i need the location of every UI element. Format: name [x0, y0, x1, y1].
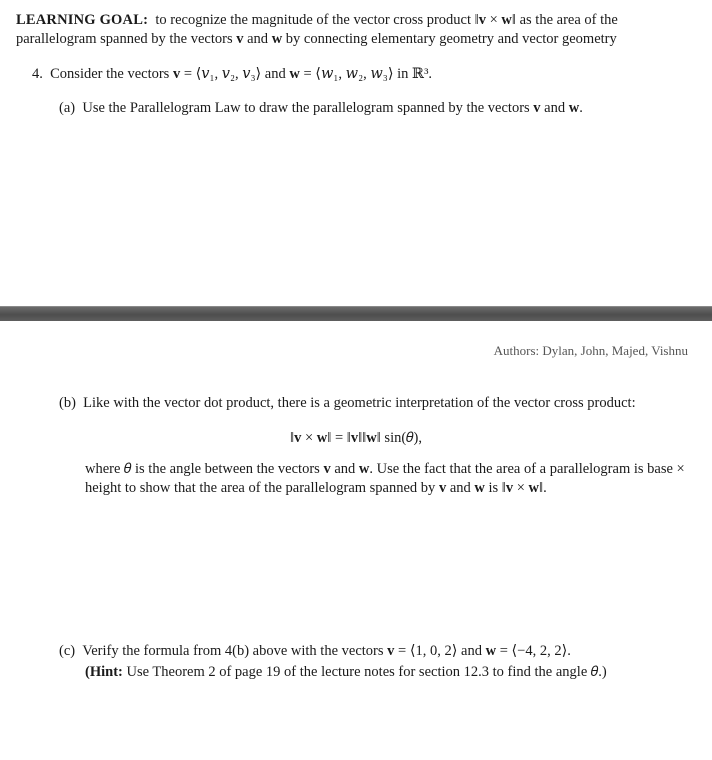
goal-vec-v2: v: [236, 31, 244, 47]
where-text-4: ‖.: [539, 480, 547, 496]
where-v3: v: [505, 480, 514, 496]
formula-times: ×: [301, 430, 317, 446]
question-4c-label: (c): [59, 643, 76, 659]
question-4-text: Consider the vectors: [50, 66, 173, 82]
qc-vec-v: v: [387, 643, 395, 659]
qc-eq-1: = ⟨1, 0, 2⟩ and: [394, 643, 486, 659]
formula-mid: ‖ = ‖: [327, 430, 351, 446]
question-4-number: 4.: [32, 66, 43, 82]
formula-w: w: [316, 430, 328, 446]
where-and2: and: [446, 480, 475, 496]
goal-vec-v: v: [478, 12, 486, 28]
formula-v2: v: [350, 430, 359, 446]
learning-goal-label: LEARNING GOAL:: [16, 12, 149, 28]
goal-text-1: to recognize the magnitude of the vector cross product ‖: [155, 12, 479, 28]
where-and: and: [330, 461, 359, 477]
page-divider: [0, 306, 712, 321]
question-4b-text: Like with the vector dot product, there is a geometric interpretation of the vector cross product:: [83, 395, 636, 411]
qa-and: and: [540, 100, 569, 116]
question-4b-label: (b): [59, 395, 76, 411]
formula-open: ‖: [290, 430, 295, 446]
where-v: v: [323, 461, 331, 477]
hint-text: Use Theorem 2 of page 19 of the lecture notes for section 12.3 to find the angle 𝜃.): [122, 664, 607, 680]
formula-w2: w: [366, 430, 377, 446]
q4-vec-v: v: [172, 66, 181, 82]
formula-v: v: [294, 430, 302, 446]
qa-vec-w: w: [568, 100, 580, 116]
goal-text-2: ‖ as the area of the parallelogram spanned by the vectors: [16, 12, 618, 47]
q4-eq-1: = ⟨𝑣₁, 𝑣₂, 𝑣₃⟩ and: [180, 66, 290, 82]
qa-vec-v: v: [533, 100, 541, 116]
question-4c-text: Verify the formula from 4(b) above with the vectors: [82, 643, 388, 659]
where-text-3: is ‖: [484, 480, 506, 496]
question-4c-hint: [85, 664, 607, 681]
question-4a-label: (a): [59, 100, 76, 116]
q4-eq-2: = ⟨𝑤₁, 𝑤₂, 𝑤₃⟩ in ℝ³.: [299, 66, 433, 82]
question-4b-where: [85, 460, 695, 498]
formula-mid2: ‖‖: [358, 430, 367, 446]
goal-text-3: by connecting elementary geometry and vector geometry: [282, 31, 617, 47]
goal-vec-w2: w: [271, 31, 283, 47]
q4-vec-w: w: [289, 66, 300, 82]
question-4a-text: Use the Parallelogram Law to draw the parallelogram spanned by the vectors: [82, 100, 534, 116]
hint-label: (Hint:: [85, 664, 123, 680]
question-4c: [59, 643, 571, 660]
qc-vec-w: w: [485, 643, 497, 659]
where-text-1: where 𝜃 is the angle between the vectors: [85, 461, 324, 477]
where-w2: w: [474, 480, 485, 496]
authors-line: Authors: Dylan, John, Majed, Vishnu: [493, 343, 688, 358]
where-times: ×: [513, 480, 529, 496]
question-4: [32, 66, 432, 83]
goal-vec-w: w: [501, 12, 512, 28]
goal-and: and: [243, 31, 272, 47]
learning-goal: [16, 11, 696, 49]
qc-eq-2: = ⟨−4, 2, 2⟩.: [496, 643, 571, 659]
where-w: w: [358, 461, 370, 477]
cross-product-formula: [0, 430, 712, 447]
where-v2: v: [438, 480, 447, 496]
where-w3: w: [528, 480, 540, 496]
qa-end: .: [579, 100, 583, 116]
where-text-2: . Use the fact that the area of a parallelogram is base × height to show that the area of the parallelogram spanned by: [85, 461, 685, 496]
formula-end: ‖ sin(𝜃),: [376, 430, 422, 446]
question-4a: [59, 100, 583, 117]
question-4b: [59, 395, 636, 412]
goal-times: ×: [485, 12, 502, 28]
